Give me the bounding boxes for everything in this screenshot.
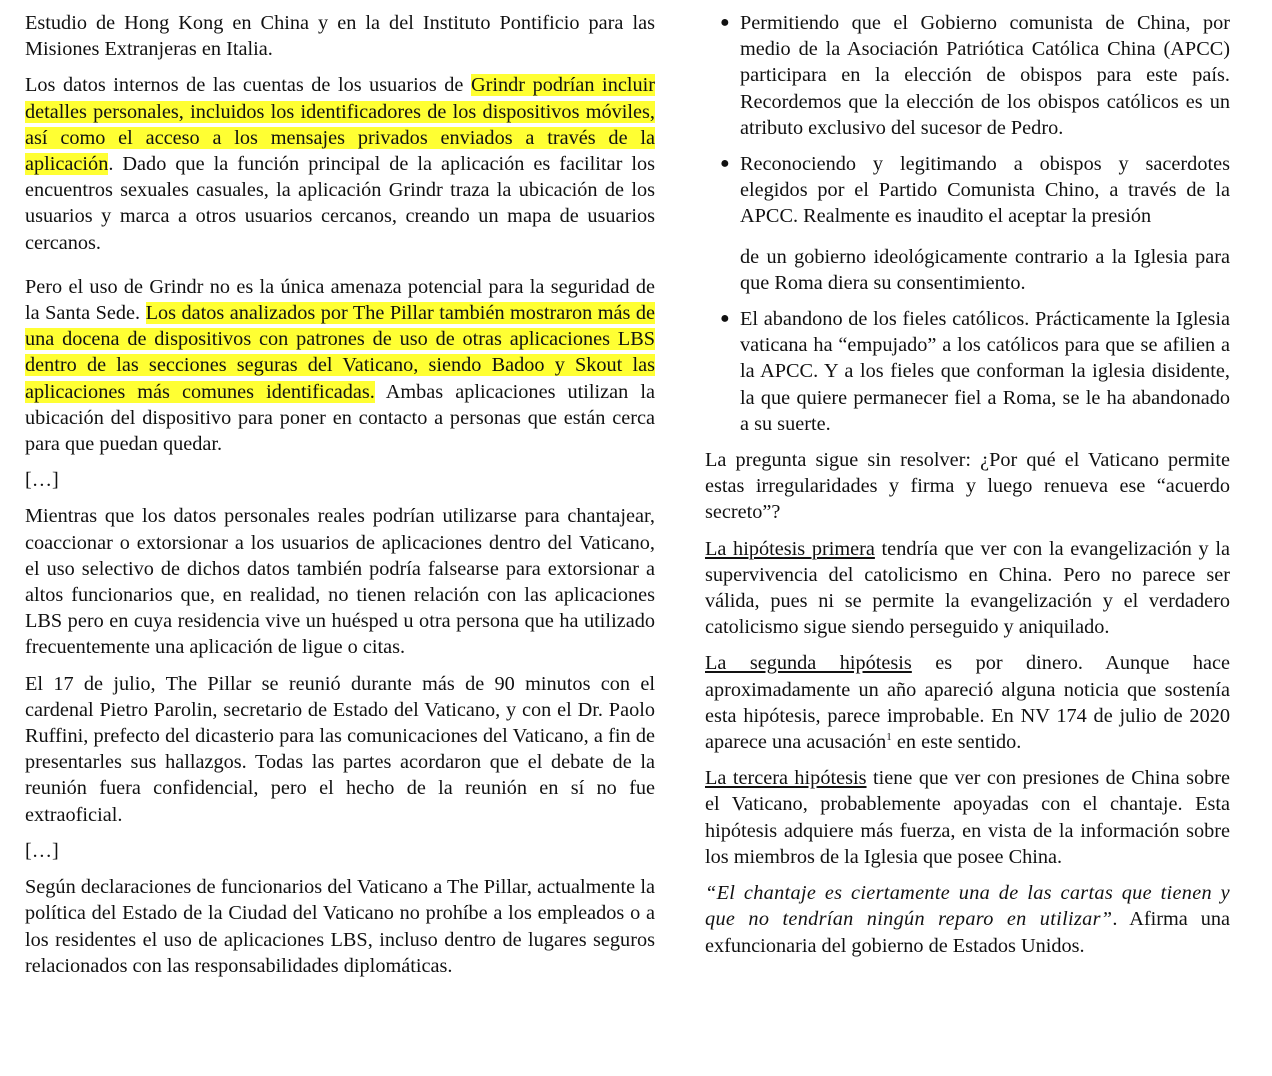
list-item <box>705 10 1230 141</box>
text: en este sentido. <box>891 731 1022 754</box>
ellipsis: […] <box>25 469 59 492</box>
bullet-list <box>705 10 1230 230</box>
right-column <box>705 10 1230 959</box>
paragraph-intro: Estudio de Hong Kong en China y en la del Instituto Pontificio para las Misiones Extranjeras en Italia. <box>25 12 655 61</box>
list-item-text: Reconociendo y legitimando a obispos y sacerdotes elegidos por el Partido Comunista Chino, a través de la APCC. Realmente es inaudito el aceptar la presión <box>740 153 1230 228</box>
paragraph-question: La pregunta sigue sin resolver: ¿Por qué el Vaticano permite estas irregularidades y firma y luego renueva ese “acuerdo secreto”? <box>705 449 1230 524</box>
highlighted-text: Los datos analizados por The Pillar también mostraron más de una docena de dispositivos con patrones de uso de otras aplicaciones LBS dentro de las secciones seguras del Vaticano, siendo Badoo y Skout las aplicaciones más comunes identificadas. <box>25 302 655 403</box>
paragraph-meeting: El 17 de julio, The Pillar se reunió durante más de 90 minutos con el cardenal Pietro Parolin, secretario de Estado del Vaticano, y con el Dr. Paolo Ruffini, prefecto del dicasterio para las comunicaciones del Vaticano, a fin de presentarles sus hallazgos. Todas las partes acordaron que el debate de la reunión fuera confidencial, pero el hecho de la reunión en sí no fue extraoficial. <box>25 672 655 826</box>
paragraph-other-apps <box>25 274 655 457</box>
hypothesis-label: La hipótesis primera <box>705 537 875 560</box>
list-item-text: El abandono de los fieles católicos. Prácticamente la Iglesia vaticana ha “empujado” a los católicos para que se afilien a la APCC. Y a los fieles que conforman la iglesia disidente, la que quiere permanecer fiel a Roma, se le ha abandonado a su suerte. <box>740 308 1230 435</box>
list-item-text: Permitiendo que el Gobierno comunista de China, por medio de la Asociación Patriótica Católica China (APCC) participara en la elección de obispos para este país. Recordemos que la elección de los obispos católicos es un atributo exclusivo del sucesor de Pedro. <box>740 12 1230 139</box>
text: tiene que ver con presiones de China sobre el Vaticano, probablemente apoyadas con el chantaje. Esta hipótesis adquiere más fuerza, en vista de la información sobre los miembros de la Iglesia que posee China. <box>705 767 1230 868</box>
list-item <box>705 306 1230 437</box>
text: es por dinero. Aunque hace aproximadamente un año apareció alguna noticia que sostenía esta hipótesis, parece improbable. En NV 174 de julio de 2020 aparece una acusación <box>705 652 1231 754</box>
paragraph-quote <box>705 880 1230 959</box>
footnote-marker[interactable]: 1 <box>886 731 892 744</box>
text: . Afirma una exfuncionaria del gobierno de Estados Unidos. <box>705 908 1230 957</box>
bullet-icon: ● <box>720 14 730 31</box>
hypothesis-label: La segunda hipótesis <box>705 652 912 675</box>
hypothesis-label: La tercera hipótesis <box>705 767 867 790</box>
left-column <box>25 10 655 979</box>
paragraph-grindr-data <box>25 72 655 255</box>
highlighted-text: Grindr podrían incluir detalles personales, incluidos los identificadores de los dispositivos móviles, así como el acceso a los mensajes privados enviados a través de la aplicación <box>25 74 656 176</box>
paragraph-blackmail: Mientras que los datos personales reales podrían utilizarse para chantajear, coaccionar o extorsionar a los usuarios de aplicaciones dentro del Vaticano, el uso selectivo de dichos datos también podría falsearse para extorsionar a altos funcionarios que, en realidad, no tienen relación con las aplicaciones LBS pero en cuya residencia vive un huésped u otra persona que ha utilizado frecuentemente una aplicación de ligue o citas. <box>25 505 655 659</box>
paragraph-hypothesis-3 <box>705 765 1230 870</box>
list-item-continuation: de un gobierno ideológicamente contrario a la Iglesia para que Roma diera su consentimiento. <box>740 245 1230 294</box>
paragraph-policy: Según declaraciones de funcionarios del Vaticano a The Pillar, actualmente la política del Estado de la Ciudad del Vaticano no prohíbe a los empleados o a los residentes el uso de aplicaciones LBS, incluso dentro de lugares seguros relacionados con las responsabilidades diplomáticas. <box>25 876 655 977</box>
text: Los datos internos de las cuentas de los usuarios de <box>25 74 471 97</box>
paragraph-hypothesis-2 <box>705 650 1230 755</box>
text: Ambas aplicaciones utilizan la ubicación del dispositivo para poner en contacto a personas que están cerca para que puedan quedar. <box>25 380 656 456</box>
text: . Dado que la función principal de la aplicación es facilitar los encuentros sexuales casuales, la aplicación Grindr traza la ubicación de los usuarios y marca a otros usuarios cercanos, creando un mapa de usuarios cercanos. <box>25 153 655 254</box>
text: tendría que ver con la evangelización y la supervivencia del catolicismo en China. Pero no parece ser válida, pues ni se permite la evangelización y el verdadero catolicismo sigue siendo perseguido y aniquilado. <box>705 537 1230 639</box>
bullet-icon: ● <box>720 310 730 328</box>
text: Pero el uso de Grindr no es la única amenaza potencial para la seguridad de la Santa Sede. <box>25 275 655 325</box>
list-item <box>705 151 1230 230</box>
bullet-icon: ● <box>720 155 730 173</box>
bullet-list <box>705 306 1230 437</box>
quote-text: “El chantaje es ciertamente una de las cartas que tienen y que no tendrían ningún reparo en utilizar” <box>705 882 1230 931</box>
paragraph-hypothesis-1 <box>705 536 1230 641</box>
ellipsis: […] <box>25 839 59 862</box>
